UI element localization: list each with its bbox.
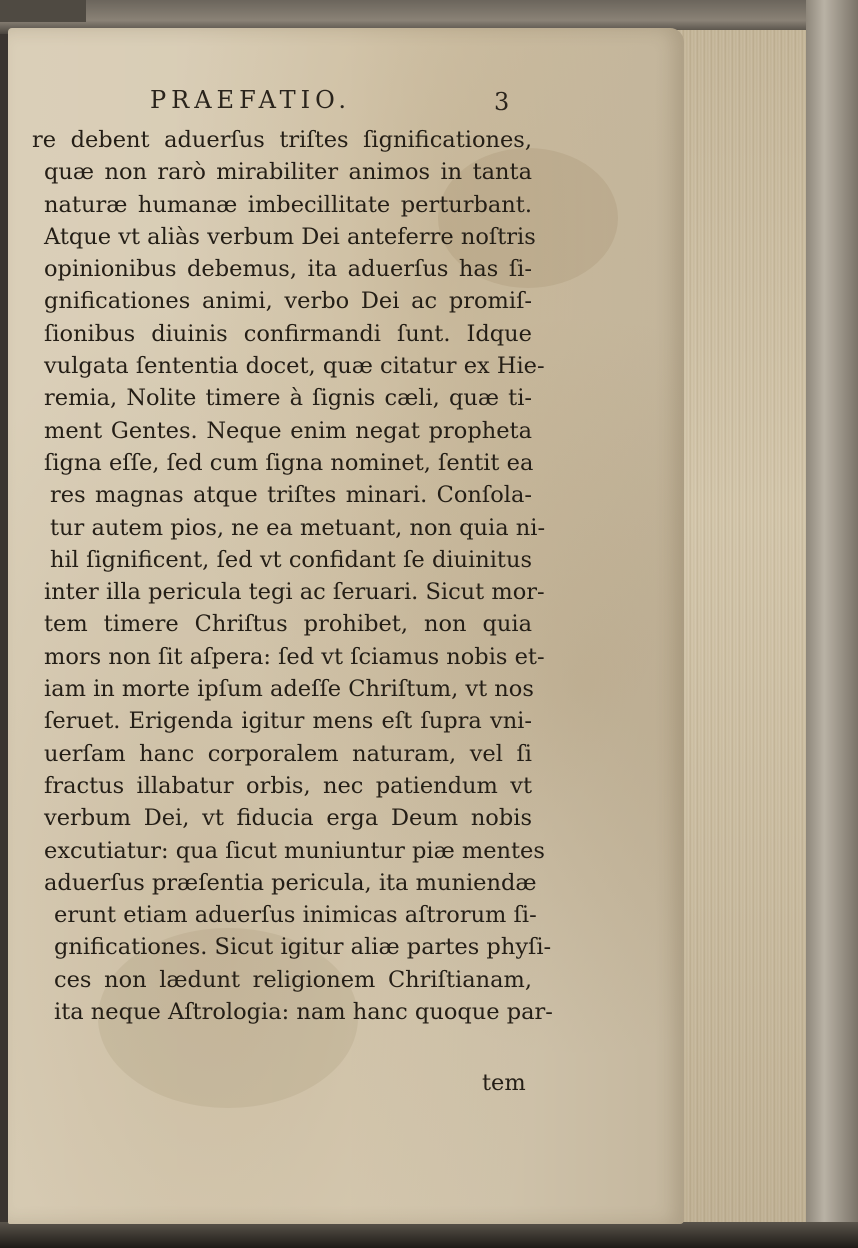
text-line: ſeruet. Erigenda igitur mens eſt ſupra vni- [44, 708, 532, 735]
text-line: opinionibus debemus, ita aduerſus has ſi- [44, 256, 532, 283]
text-line: aduerſus præſentia pericula, ita muniendæ [44, 869, 537, 896]
book-cover-edge [806, 0, 858, 1248]
text-line: Atque vt aliàs verbum Dei anteferre noſtris [44, 223, 536, 250]
text-line: gnificationes animi, verbo Dei ac promiſ- [44, 288, 532, 315]
adjacent-page-fragment [0, 0, 86, 22]
catchword: tem [482, 1070, 526, 1096]
text-line: iam in morte ipſum adeſſe Chriſtum, vt nos [44, 676, 534, 703]
text-line: ment Gentes. Neque enim negat propheta [44, 417, 532, 444]
text-line: gnificationes. Sicut igitur aliæ partes phyſi- [54, 934, 552, 961]
text-line: ces non lædunt religionem Chriſtianam, [54, 966, 532, 993]
text-line: naturæ humanæ imbecillitate perturbant. [44, 191, 532, 218]
text-line: tem timere Chriſtus prohibet, non quia [44, 611, 532, 638]
running-head: PRAEFATIO. [150, 86, 352, 114]
text-line: res magnas atque triſtes minari. Conſola- [50, 482, 532, 509]
scanner-bottom-edge [0, 1222, 858, 1248]
text-line: inter illa pericula tegi ac ſeruari. Sicut mor- [44, 579, 545, 606]
text-line: vulgata ſententia docet, quæ citatur ex Hie- [44, 353, 545, 380]
text-line: hil ſignificent, ſed vt confidant ſe diuinitus [50, 546, 532, 573]
text-line: ita neque Aſtrologia: nam hanc quoque par- [54, 999, 553, 1026]
text-line: ſionibus diuinis confirmandi ſunt. Idque [44, 320, 532, 347]
text-line: re debent aduerſus triſtes ſignificationes, [32, 127, 532, 153]
text-line: verbum Dei, vt fiducia erga Deum nobis [44, 805, 532, 832]
text-line: fractus illabatur orbis, nec patiendum vt [44, 772, 532, 799]
body-text [32, 124, 553, 1028]
text-line: mors non ſit aſpera: ſed vt ſciamus nobis et- [44, 643, 545, 670]
text-line: uerſam hanc corporalem naturam, vel ſi [44, 740, 532, 767]
text-line: ſigna eſſe, ſed cum ſigna nominet, ſentit ea [44, 449, 534, 476]
book-page [8, 28, 684, 1224]
text-line: excutiatur: qua ſicut muniuntur piæ mentes [44, 837, 545, 864]
page-number: 3 [494, 88, 510, 116]
text-line: quæ non rarò mirabiliter animos in tanta [44, 159, 532, 186]
book-fore-edge [672, 30, 823, 1228]
text-line: erunt etiam aduerſus inimicas aſtrorum ſi- [54, 902, 537, 929]
text-line: remia, Nolite timere à ſignis cæli, quæ ti- [44, 385, 532, 412]
text-line: tur autem pios, ne ea metuant, non quia ni- [50, 514, 546, 541]
